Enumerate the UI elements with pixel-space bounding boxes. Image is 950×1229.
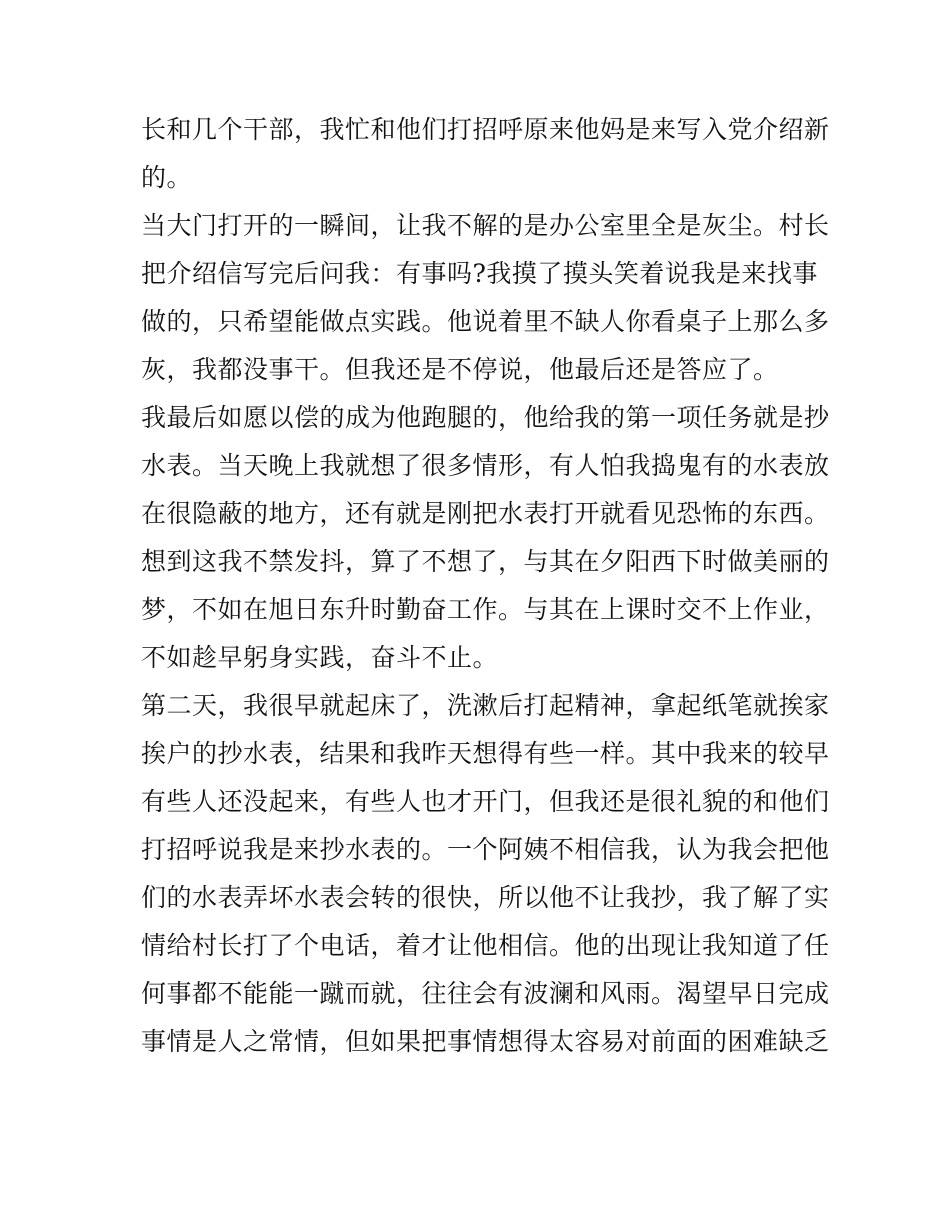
- text-line: 们的水表弄坏水表会转的很快，所以他不让我抄，我了解了实: [141, 883, 830, 912]
- text-line: 梦，不如在旭日东升时勤奋工作。与其在上课时交不上作业，: [141, 595, 830, 624]
- text-line: 做的，只希望能做点实践。他说着里不缺人你看桌子上那么多: [141, 307, 830, 336]
- text-line: 挨户的抄水表，结果和我昨天想得有些一样。其中我来的较早: [141, 739, 830, 768]
- text-line: 长和几个干部，我忙和他们打招呼原来他妈是来写入党介绍新: [141, 115, 830, 144]
- text-line: 把介绍信写完后问我：有事吗?我摸了摸头笑着说我是来找事: [141, 259, 818, 288]
- text-line: 我最后如愿以偿的成为他跑腿的，他给我的第一项任务就是抄: [141, 403, 830, 432]
- text-line: 的。: [141, 163, 193, 192]
- text-line: 打招呼说我是来抄水表的。一个阿姨不相信我，认为我会把他: [141, 835, 830, 864]
- text-line: 第二天，我很早就起床了，洗漱后打起精神，拿起纸笔就挨家: [141, 691, 830, 720]
- text-line: 水表。当天晚上我就想了很多情形，有人怕我捣鬼有的水表放: [141, 451, 830, 480]
- text-line: 何事都不能能一蹴而就，往往会有波澜和风雨。渴望早日完成: [141, 979, 830, 1008]
- text-line: 事情是人之常情，但如果把事情想得太容易对前面的困难缺乏: [141, 1027, 830, 1056]
- text-line: 在很隐蔽的地方，还有就是刚把水表打开就看见恐怖的东西。: [141, 499, 830, 528]
- text-line: 当大门打开的一瞬间，让我不解的是办公室里全是灰尘。村长: [141, 211, 830, 240]
- text-line: 想到这我不禁发抖，算了不想了，与其在夕阳西下时做美丽的: [141, 547, 830, 576]
- body-text: [141, 106, 831, 1066]
- text-line: 不如趁早躬身实践，奋斗不止。: [141, 643, 499, 672]
- text-line: 情给村长打了个电话，着才让他相信。他的出现让我知道了任: [141, 931, 830, 960]
- text-line: 灰，我都没事干。但我还是不停说，他最后还是答应了。: [141, 355, 779, 384]
- text-line: 有些人还没起来，有些人也才开门，但我还是很礼貌的和他们: [141, 787, 830, 816]
